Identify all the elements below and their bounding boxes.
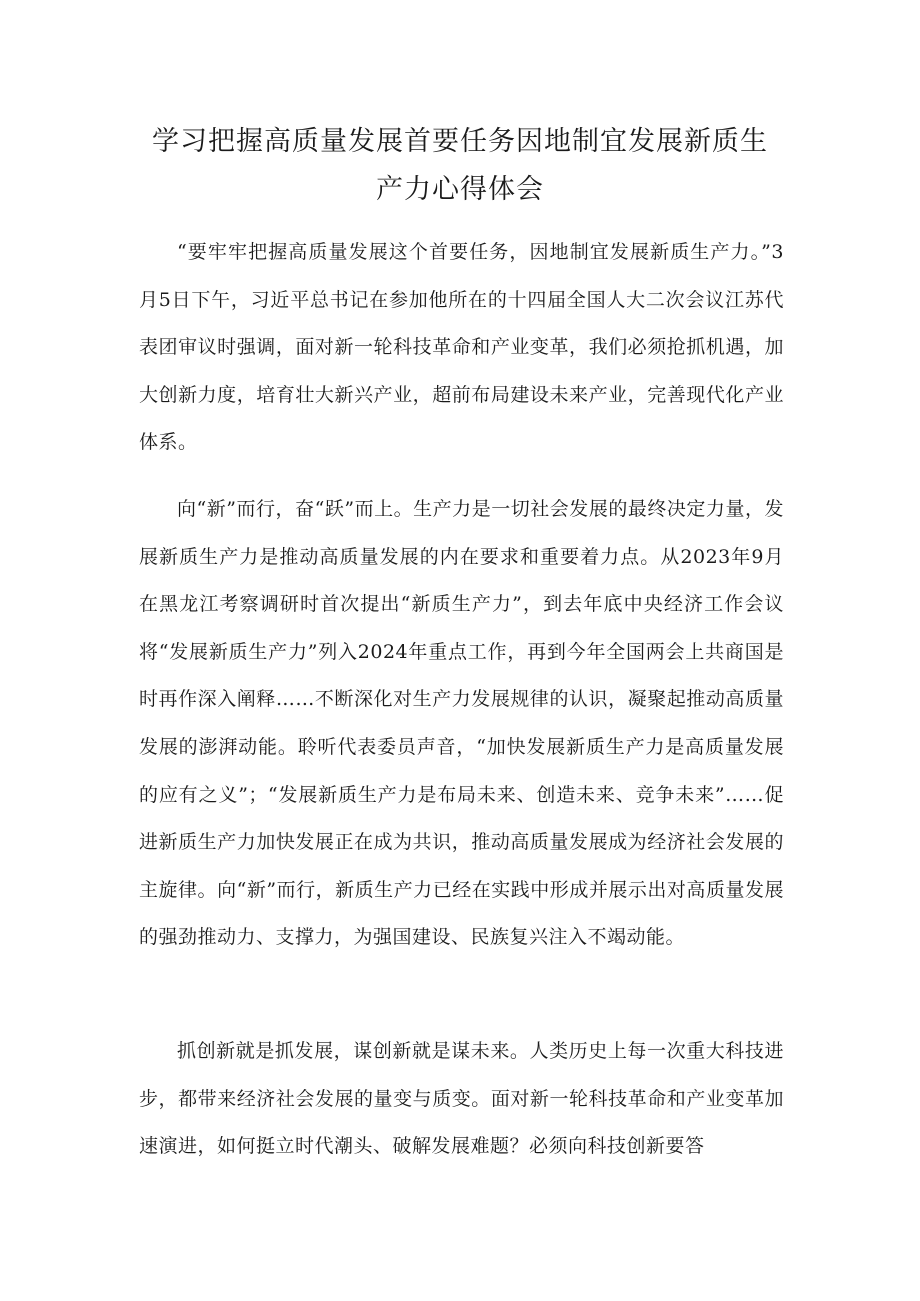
paragraph-2: 向“新”而行，奋“跃”而上。生产力是一切社会发展的最终决定力量，发展新质生产力是推动高质量发展的内在要求和重要着力点。从2023年9月在黑龙江考察调研时首次提出“新质生产力”，到去年底中央经济工作会议将“发展新质生产力”列入2024年重点工作，再到今年全国两会上共商国是时再作深入阐释……不断深化对生产力发展规律的认识，凝聚起推动高质量发展的澎湃动能。聆听代表委员声音，“加快发展新质生产力是高质量发展的应有之义”；“发展新质生产力是布局未来、创造未来、竞争未来”……促进新质生产力加快发展正在成为共识，推动高质量发展成为经济社会发展的主旋律。向“新”而行，新质生产力已经在实践中形成并展示出对高质量发展的强劲推动力、支撑力，为强国建设、民族复兴注入不竭动能。 (139, 498, 784, 949)
paragraph-3: 抓创新就是抓发展，谋创新就是谋未来。人类历史上每一次重大科技进步，都带来经济社会发展的量变与质变。面对新一轮科技革命和产业变革加速演进，如何挺立时代潮头、破解发展难题？必须向科技创新要答 (139, 1040, 784, 1158)
document-title (130, 118, 790, 214)
title-line-1: 学习把握高质量发展首要任务因地制宜发展新质生 (152, 126, 768, 157)
paragraph-1: “要牢牢把握高质量发展这个首要任务，因地制宜发展新质生产力。”3月5日下午，习近平总书记在参加他所在的十四届全国人大二次会议江苏代表团审议时强调，面对新一轮科技革命和产业变革，我们必须抢抓机遇，加大创新力度，培育壮大新兴产业，超前布局建设未来产业，完善现代化产业体系。 (139, 241, 784, 454)
title-line-2: 产力心得体会 (376, 174, 544, 205)
